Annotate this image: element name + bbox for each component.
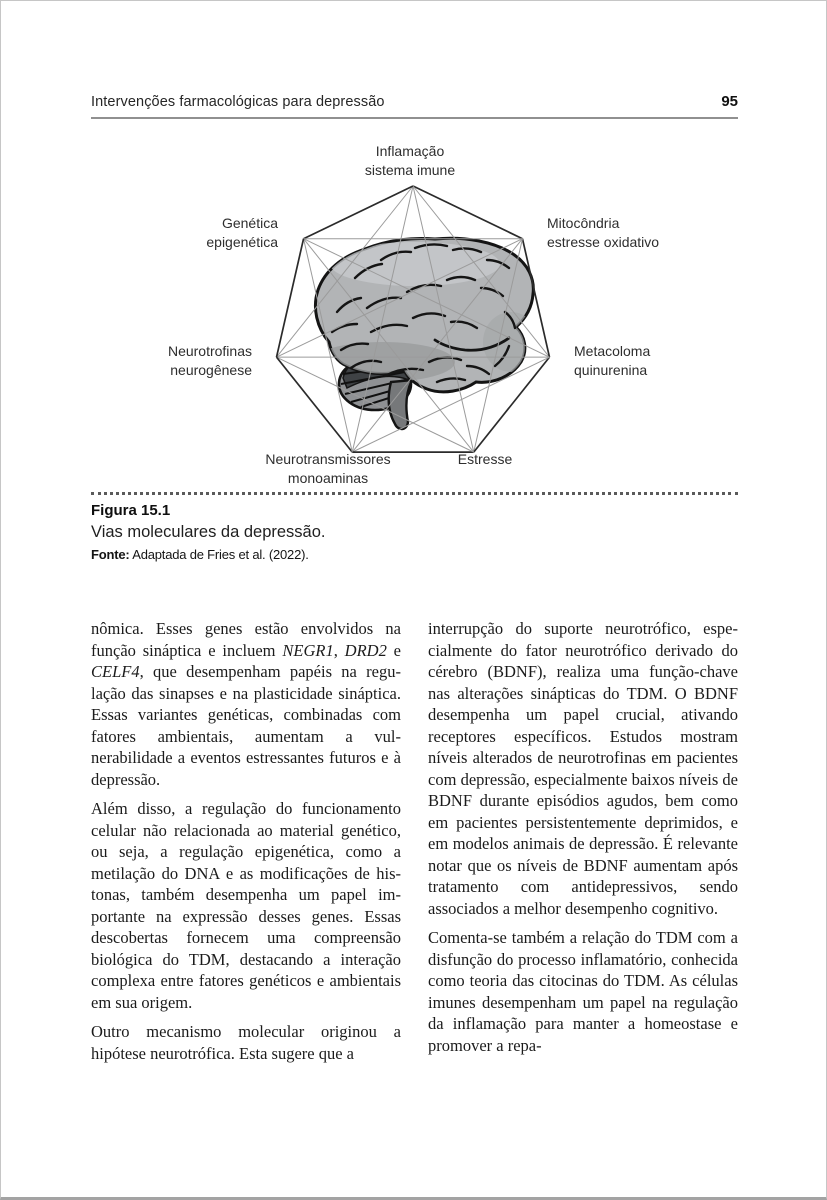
brain-illustration — [311, 238, 539, 429]
diagram-label-line: monoaminas — [287, 470, 369, 486]
figure-15-1 — [85, 136, 745, 494]
diagram-label-line: Neurotransmissores — [265, 451, 391, 467]
brainstem — [389, 380, 412, 429]
running-title: Intervenções farmacológicas para depressão — [91, 94, 385, 110]
gene-name: CELF4 — [91, 662, 140, 681]
diagram-label-metabolome — [574, 342, 734, 380]
diagram-label-line: Neurotrofinas — [167, 343, 252, 359]
diagram-label-line: sistema imune — [364, 162, 456, 178]
body-paragraph: Além disso, a regulação do funcionamento celular não relacionada ao material genético, ou seja, a regulação epigenética, como a metilação do DNA e as modificações de histonas, também desempenha um papel importante na expressão desses genes. Essas descobertas fornecem uma compreensão biológica do TDM, destacando a interação complexa entre fatores genéticos e ambientais em sua origem. — [91, 799, 401, 1012]
figure-caption-title: Vias moleculares da depressão. — [91, 523, 326, 541]
web-line — [277, 357, 353, 452]
web-line — [304, 186, 413, 239]
body-paragraph: interrupção do suporte neurotrófico, especialmente do fator neurotrófico derivado do cérebro (BDNF), realiza uma função-chave nas alterações sinápticas do TDM. O BDNF desempenha um papel crucial, ativando receptores específicos. Estudos mostram níveis alterados de neurotrofinas em pacientes com depressão, especialmente baixos níveis de BDNF durante episódios agudos, bem como em pacientes persistentemente deprimidos, e em modelos animais de depressão. É relevante notar que os níveis de BDNF aumentam após tratamento com antidepressivos, sendo associados a melhor desempenho cognitivo. — [428, 619, 738, 918]
diagram-label-genetics — [98, 214, 278, 252]
diagram-label-mitochondria — [547, 214, 737, 252]
body-paragraph: Outro mecanismo molecular originou a hipótese neurotrófica. Esta sugere que a — [91, 1022, 401, 1063]
diagram-label-line: epigenética — [206, 234, 278, 250]
left-column — [91, 618, 401, 1072]
page-number: 95 — [721, 93, 738, 110]
molecular-pathways-diagram — [85, 136, 745, 494]
web-line — [277, 239, 304, 357]
caption-divider — [91, 492, 738, 495]
figure-source-text: Adaptada de Fries et al. (2022). — [132, 547, 309, 562]
figure-source-label: Fonte: — [91, 547, 130, 562]
diagram-label-line: Mitocôndria — [547, 215, 620, 231]
gene-name: DRD2 — [344, 640, 387, 660]
right-column — [428, 618, 738, 1072]
gene-name: NEGR1 — [282, 640, 334, 660]
body-paragraph: nômica. Esses genes estão envolvidos na função sináptica e incluem NEGR1, DRD2 e CELF4, que desempenham papéis na regulação das sinapses e na plasticidade sináptica. Essas variantes genéticas, combinadas com fatores ambientais, aumentam a vulnerabilidade a eventos estressantes futuros e à depressão. — [91, 619, 402, 789]
diagram-label-line: quinurenina — [574, 362, 648, 378]
diagram-label-line: Estresse — [457, 451, 513, 467]
diagram-label-line: Genética — [221, 215, 278, 231]
diagram-label-line: Metacoloma — [574, 343, 651, 359]
page-header — [91, 93, 738, 119]
body-text — [91, 618, 738, 1072]
diagram-label-line: estresse oxidativo — [547, 234, 660, 250]
diagram-label-inflammation — [330, 142, 490, 180]
diagram-label-stress — [385, 450, 585, 469]
diagram-label-line: Inflamação — [375, 143, 445, 159]
web-line — [413, 186, 522, 239]
diagram-label-neurotrophins — [92, 342, 252, 380]
figure-caption-source — [91, 547, 738, 562]
figure-caption — [91, 502, 738, 562]
figure-caption-tag: Figura 15.1 — [91, 502, 171, 519]
body-paragraph: Comenta-se também a relação do TDM com a disfunção do processo inflamatório, conhecida como teoria das citocinas do TDM. As células imunes desempenham um papel na regulação da inflamação para manter a homeostase e promover a repa- — [428, 928, 738, 1055]
diagram-label-line: neurogênese — [170, 362, 252, 378]
